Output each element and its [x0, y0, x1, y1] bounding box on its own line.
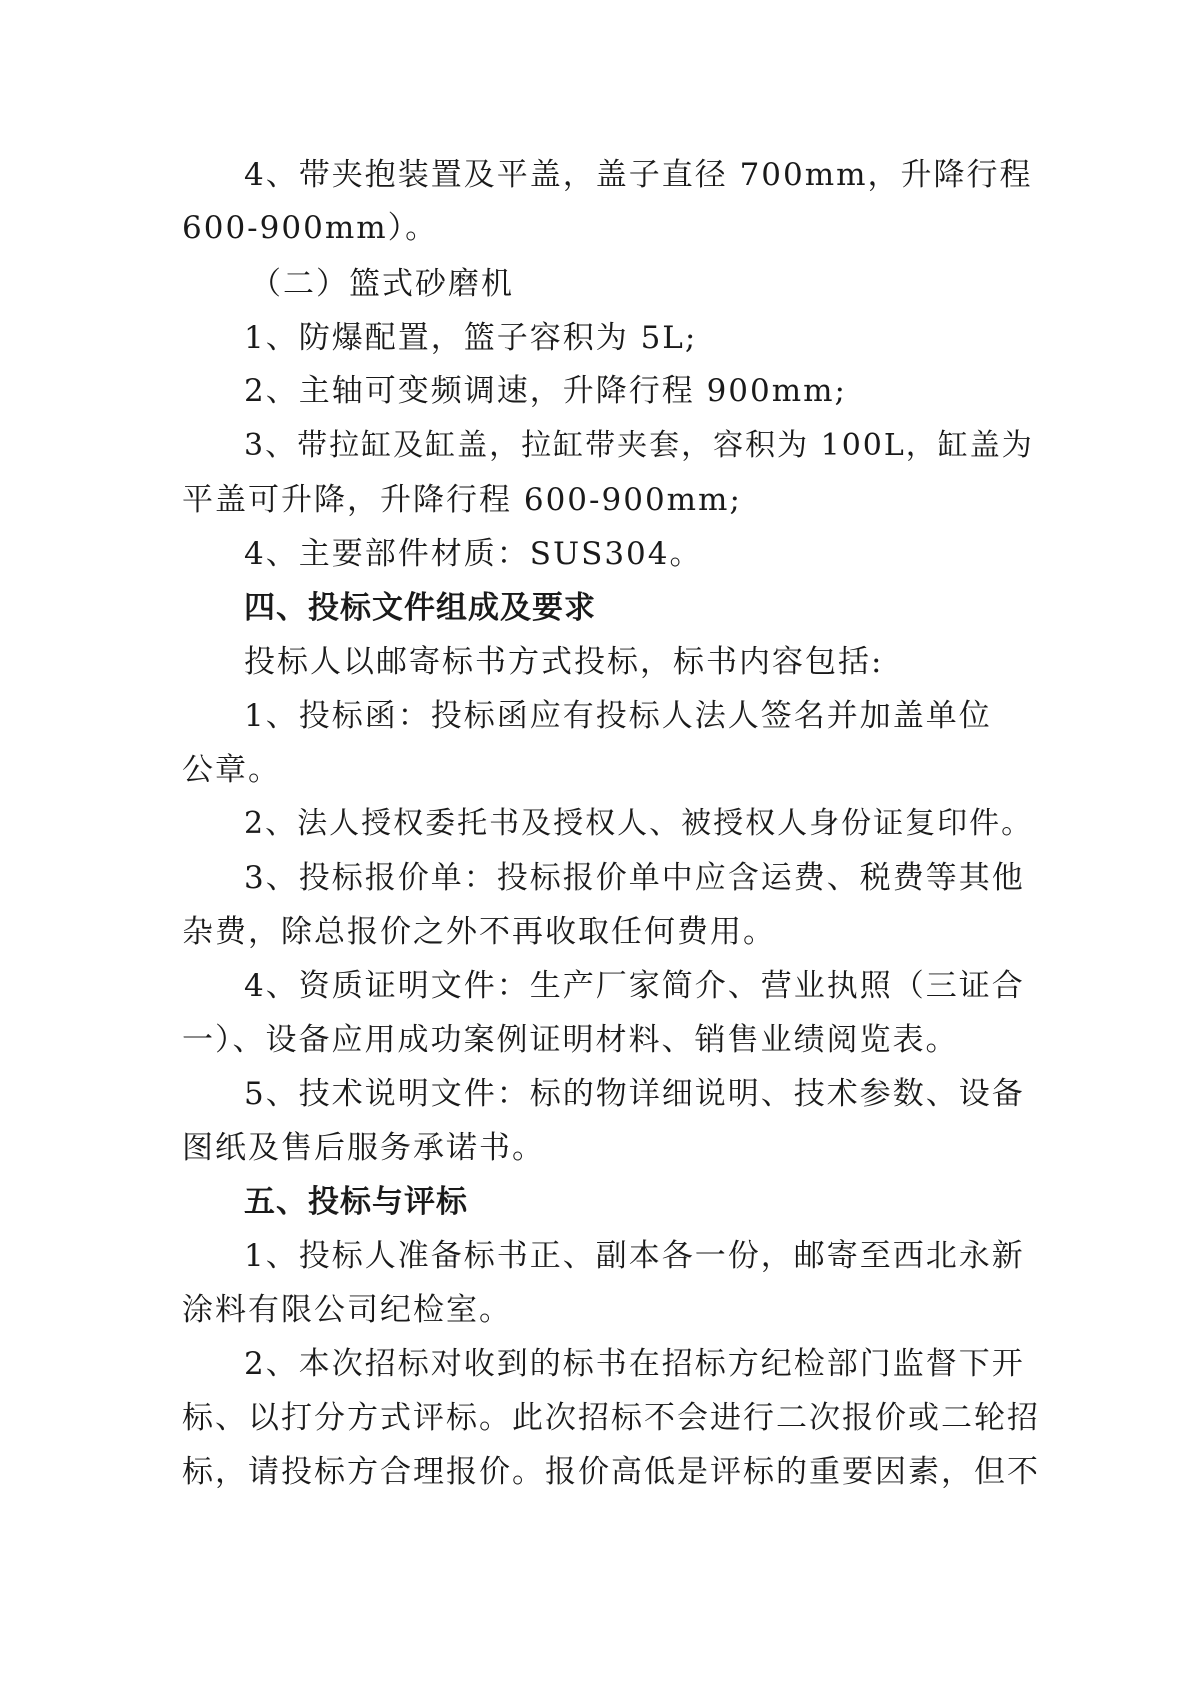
section-heading: 四、投标文件组成及要求 [244, 590, 596, 626]
paragraph-line: 4、带夹抱装置及平盖，盖子直径 700mm，升降行程 [244, 157, 1033, 193]
paragraph-line: 4、主要部件材质：SUS304。 [244, 536, 703, 572]
paragraph-line: 600-900mm）。 [182, 210, 439, 246]
paragraph-line: 2、本次招标对收到的标书在招标方纪检部门监督下开 [244, 1346, 1025, 1382]
paragraph-line: 2、法人授权委托书及授权人、被授权人身份证复印件。 [244, 806, 1034, 841]
paragraph-line: 图纸及售后服务承诺书。 [182, 1130, 545, 1166]
paragraph-line: 3、投标报价单：投标报价单中应含运费、税费等其他 [244, 860, 1025, 896]
paragraph-line: 一）、设备应用成功案例证明材料、销售业绩阅览表。 [182, 1022, 959, 1058]
paragraph-line: 1、投标函：投标函应有投标人法人签名并加盖单位 [244, 698, 992, 734]
paragraph-line: 涂料有限公司纪检室。 [182, 1292, 512, 1328]
paragraph-line: 1、防爆配置，篮子容积为 5L; [244, 320, 698, 356]
paragraph-line: 5、技术说明文件：标的物详细说明、技术参数、设备 [244, 1076, 1025, 1112]
section-heading: 五、投标与评标 [244, 1184, 468, 1220]
paragraph-line: 杂费，除总报价之外不再收取任何费用。 [182, 914, 776, 950]
subsection-heading: （二）篮式砂磨机 [250, 266, 514, 302]
paragraph-line: 3、带拉缸及缸盖，拉缸带夹套，容积为 100L，缸盖为 [244, 428, 1034, 463]
paragraph-line: 公章。 [182, 752, 281, 788]
paragraph-line: 1、投标人准备标书正、副本各一份，邮寄至西北永新 [244, 1238, 1025, 1274]
paragraph-line: 4、资质证明文件：生产厂家简介、营业执照（三证合 [244, 968, 1025, 1004]
paragraph-line: 2、主轴可变频调速，升降行程 900mm; [244, 373, 847, 409]
paragraph-line: 投标人以邮寄标书方式投标，标书内容包括: [244, 644, 884, 680]
paragraph-line: 平盖可升降，升降行程 600-900mm; [182, 482, 742, 518]
paragraph-line: 标，请投标方合理报价。报价高低是评标的重要因素，但不 [182, 1454, 1040, 1490]
paragraph-line: 标、以打分方式评标。此次招标不会进行二次报价或二轮招 [182, 1400, 1040, 1436]
